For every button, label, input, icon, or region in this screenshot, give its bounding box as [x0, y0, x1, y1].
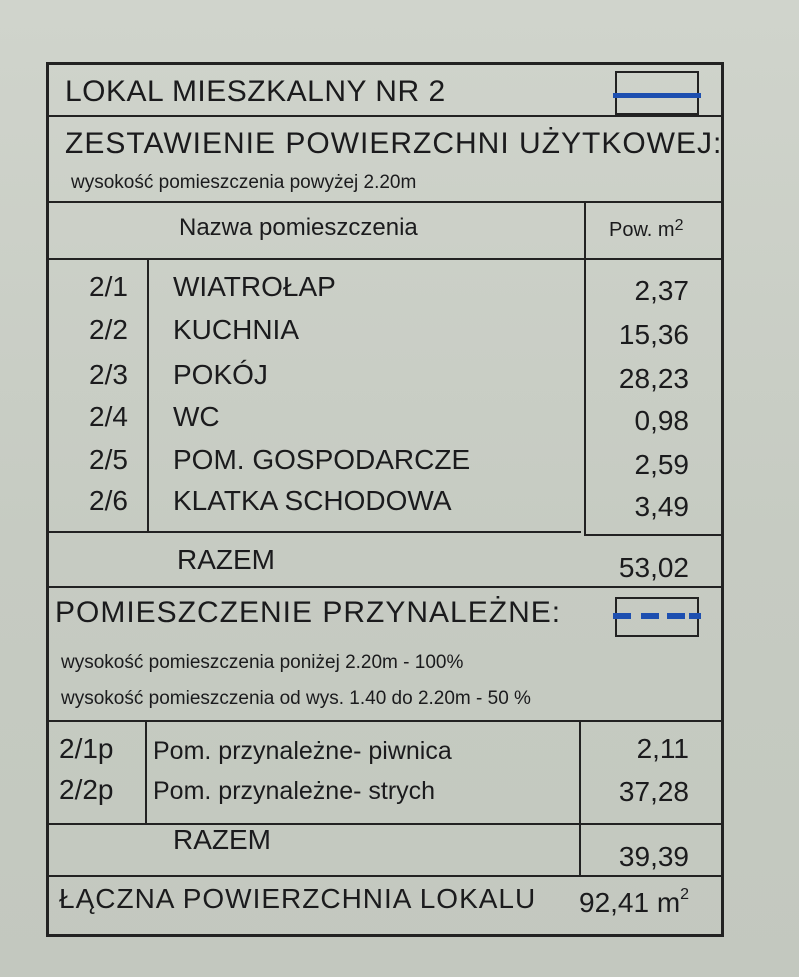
grand-total-value: 92,41 $m^2$	[579, 886, 690, 918]
total-value: 39,39	[618, 841, 689, 872]
height-note: wysokość pomieszczenia poniżej 2.20m - 100%	[61, 652, 464, 673]
divider	[49, 875, 721, 877]
column-header-name: Nazwa pomieszczenia	[179, 214, 418, 241]
section-heading: POMIESZCZENIE PRZYNALEŻNE:	[55, 596, 562, 629]
room-id: 2/4	[89, 401, 128, 432]
room-area: 2,37	[634, 275, 689, 306]
grand-total-label: ŁĄCZNA POWIERZCHNIA LOKALU	[59, 883, 537, 914]
divider	[584, 534, 721, 536]
room-name: POKÓJ	[173, 359, 268, 390]
room-id: 2/2p	[59, 774, 114, 805]
column-divider	[145, 720, 147, 823]
room-name: WC	[173, 401, 220, 432]
total-label: RAZEM	[173, 824, 271, 855]
divider	[49, 823, 721, 825]
divider	[49, 720, 721, 722]
divider	[49, 258, 721, 260]
room-name: POM. GOSPODARCZE	[173, 444, 471, 475]
divider	[49, 115, 721, 117]
room-area: 2,59	[634, 449, 689, 480]
room-area: 0,98	[634, 405, 689, 436]
room-id: 2/5	[89, 444, 128, 475]
divider	[49, 201, 721, 203]
page-title: LOKAL MIESZKALNY NR 2	[65, 75, 446, 108]
solid-line-legend-icon	[615, 71, 699, 115]
room-name: Pom. przynależne- strych	[153, 777, 436, 805]
column-header-area: Pow. $m^2$	[609, 217, 684, 241]
area-summary-table	[46, 62, 724, 937]
divider	[49, 586, 721, 588]
room-name: KLATKA SCHODOWA	[173, 485, 452, 516]
column-divider	[147, 258, 149, 531]
room-id: 2/3	[89, 359, 128, 390]
room-name: Pom. przynależne- piwnica	[153, 737, 452, 765]
room-area: 2,11	[636, 733, 689, 764]
height-note: wysokość pomieszczenia od wys. 1.40 do 2.20m - 50 %	[61, 688, 531, 709]
room-id: 2/2	[89, 314, 128, 345]
room-area: 3,49	[634, 491, 689, 522]
room-area: 37,28	[618, 776, 689, 807]
height-note: wysokość pomieszczenia powyżej 2.20m	[71, 172, 417, 193]
room-id: 2/1p	[59, 733, 114, 764]
room-area: 28,23	[618, 363, 689, 394]
dashed-line-legend-icon	[615, 597, 699, 637]
divider	[49, 531, 581, 533]
room-area: 15,36	[618, 319, 689, 350]
room-id: 2/1	[89, 271, 128, 302]
room-name: WIATROŁAP	[173, 271, 336, 302]
total-value: 53,02	[618, 552, 689, 583]
room-id: 2/6	[89, 485, 128, 516]
total-label: RAZEM	[177, 544, 275, 575]
section-heading: ZESTAWIENIE POWIERZCHNI UŻYTKOWEJ:	[65, 127, 723, 160]
room-name: KUCHNIA	[173, 314, 300, 345]
